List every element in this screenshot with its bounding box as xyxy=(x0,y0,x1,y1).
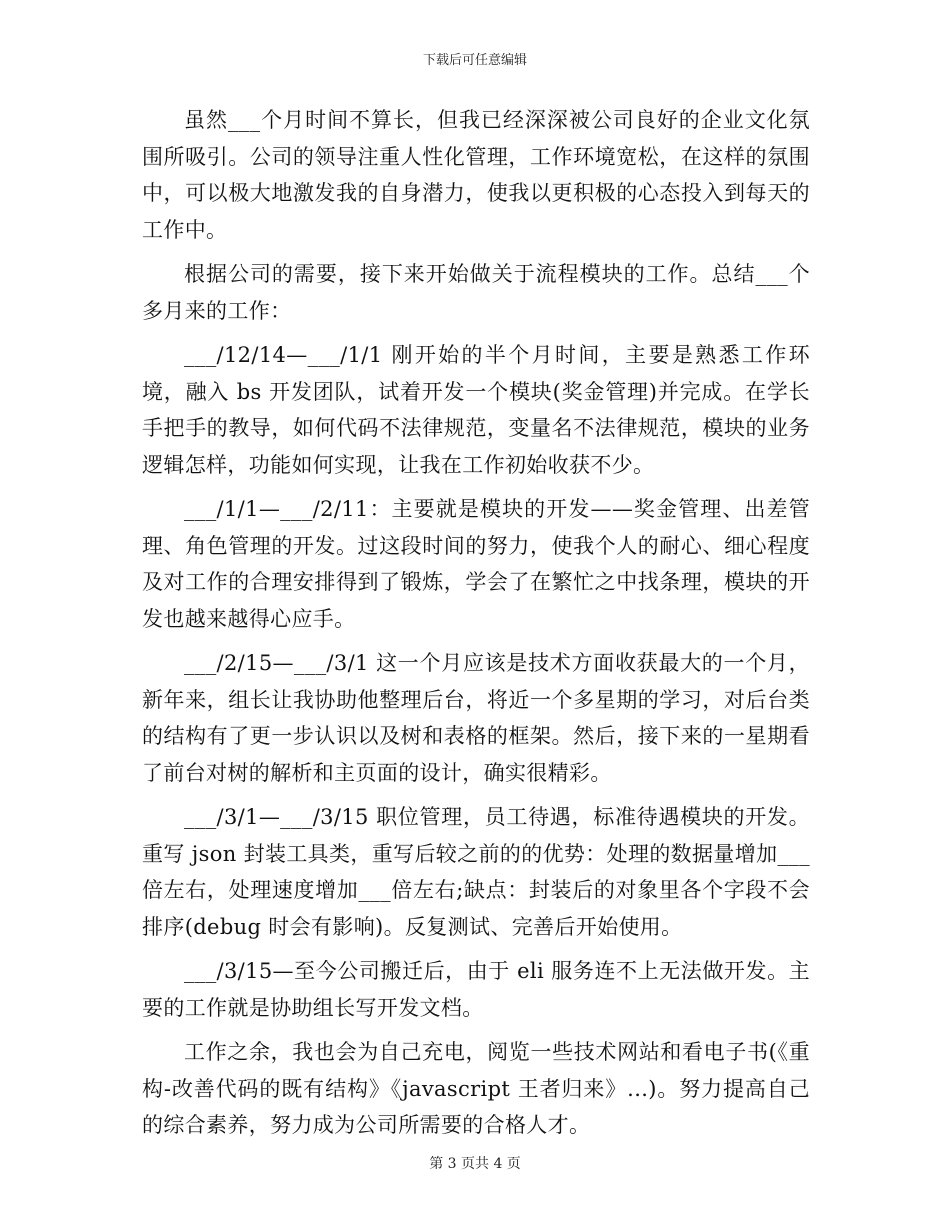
paragraph-self-study: 工作之余，我也会为自己充电，阅览一些技术网站和看电子书(《重构-改善代码的既有结构》《javascript 王者归来》...)。努力提高自己的综合素养，努力成为公司所需要的合格人才。 xyxy=(142,1040,810,1137)
document-body xyxy=(142,102,810,1152)
paragraph-period-4: ___/3/1—___/3/15 职位管理，员工待遇，标准待遇模块的开发。重写 json 封装工具类，重写后较之前的的优势：处理的数据量增加___倍左右，处理速度增加___倍左右;缺点：封装后的对象里各个字段不会排序(debug 时会有影响)。反复测试、完善后开始使用。 xyxy=(142,805,810,939)
page-footer: 第 3 页共 4 页 xyxy=(429,1156,521,1172)
paragraph-period-1: ___/12/14—___/1/1 刚开始的半个月时间，主要是熟悉工作环境，融入 bs 开发团队，试着开发一个模块(奖金管理)并完成。在学长手把手的教导，如何代码不法律规范，变量名不法律规范，模块的业务逻辑怎样，功能如何实现，让我在工作初始收获不少。 xyxy=(142,343,810,477)
paragraph-intro: 虽然___个月时间不算长，但我已经深深被公司良好的企业文化氛围所吸引。公司的领导注重人性化管理，工作环境宽松，在这样的氛围中，可以极大地激发我的自身潜力，使我以更积极的心态投入到每天的工作中。 xyxy=(142,108,810,242)
paragraph-period-3: ___/2/15—___/3/1 这一个月应该是技术方面收获最大的一个月，新年来，组长让我协助他整理后台，将近一个多星期的学习，对后台类的结构有了更一步认识以及树和表格的框架。然后，接下来的一星期看了前台对树的解析和主页面的设计，确实很精彩。 xyxy=(142,651,810,785)
paragraph-work-summary: 根据公司的需要，接下来开始做关于流程模块的工作。总结___个多月来的工作： xyxy=(142,262,810,323)
page-header: 下载后可任意编辑 xyxy=(422,53,527,68)
paragraph-period-2: ___/1/1—___/2/11：主要就是模块的开发——奖金管理、出差管理、角色管理的开发。过这段时间的努力，使我个人的耐心、细心程度及对工作的合理安排得到了锻炼，学会了在繁忙之中找条理，模块的开发也越来越得心应手。 xyxy=(142,497,810,631)
paragraph-period-5: ___/3/15—至今公司搬迁后，由于 eli 服务连不上无法做开发。主要的工作就是协助组长写开发文档。 xyxy=(142,959,810,1020)
